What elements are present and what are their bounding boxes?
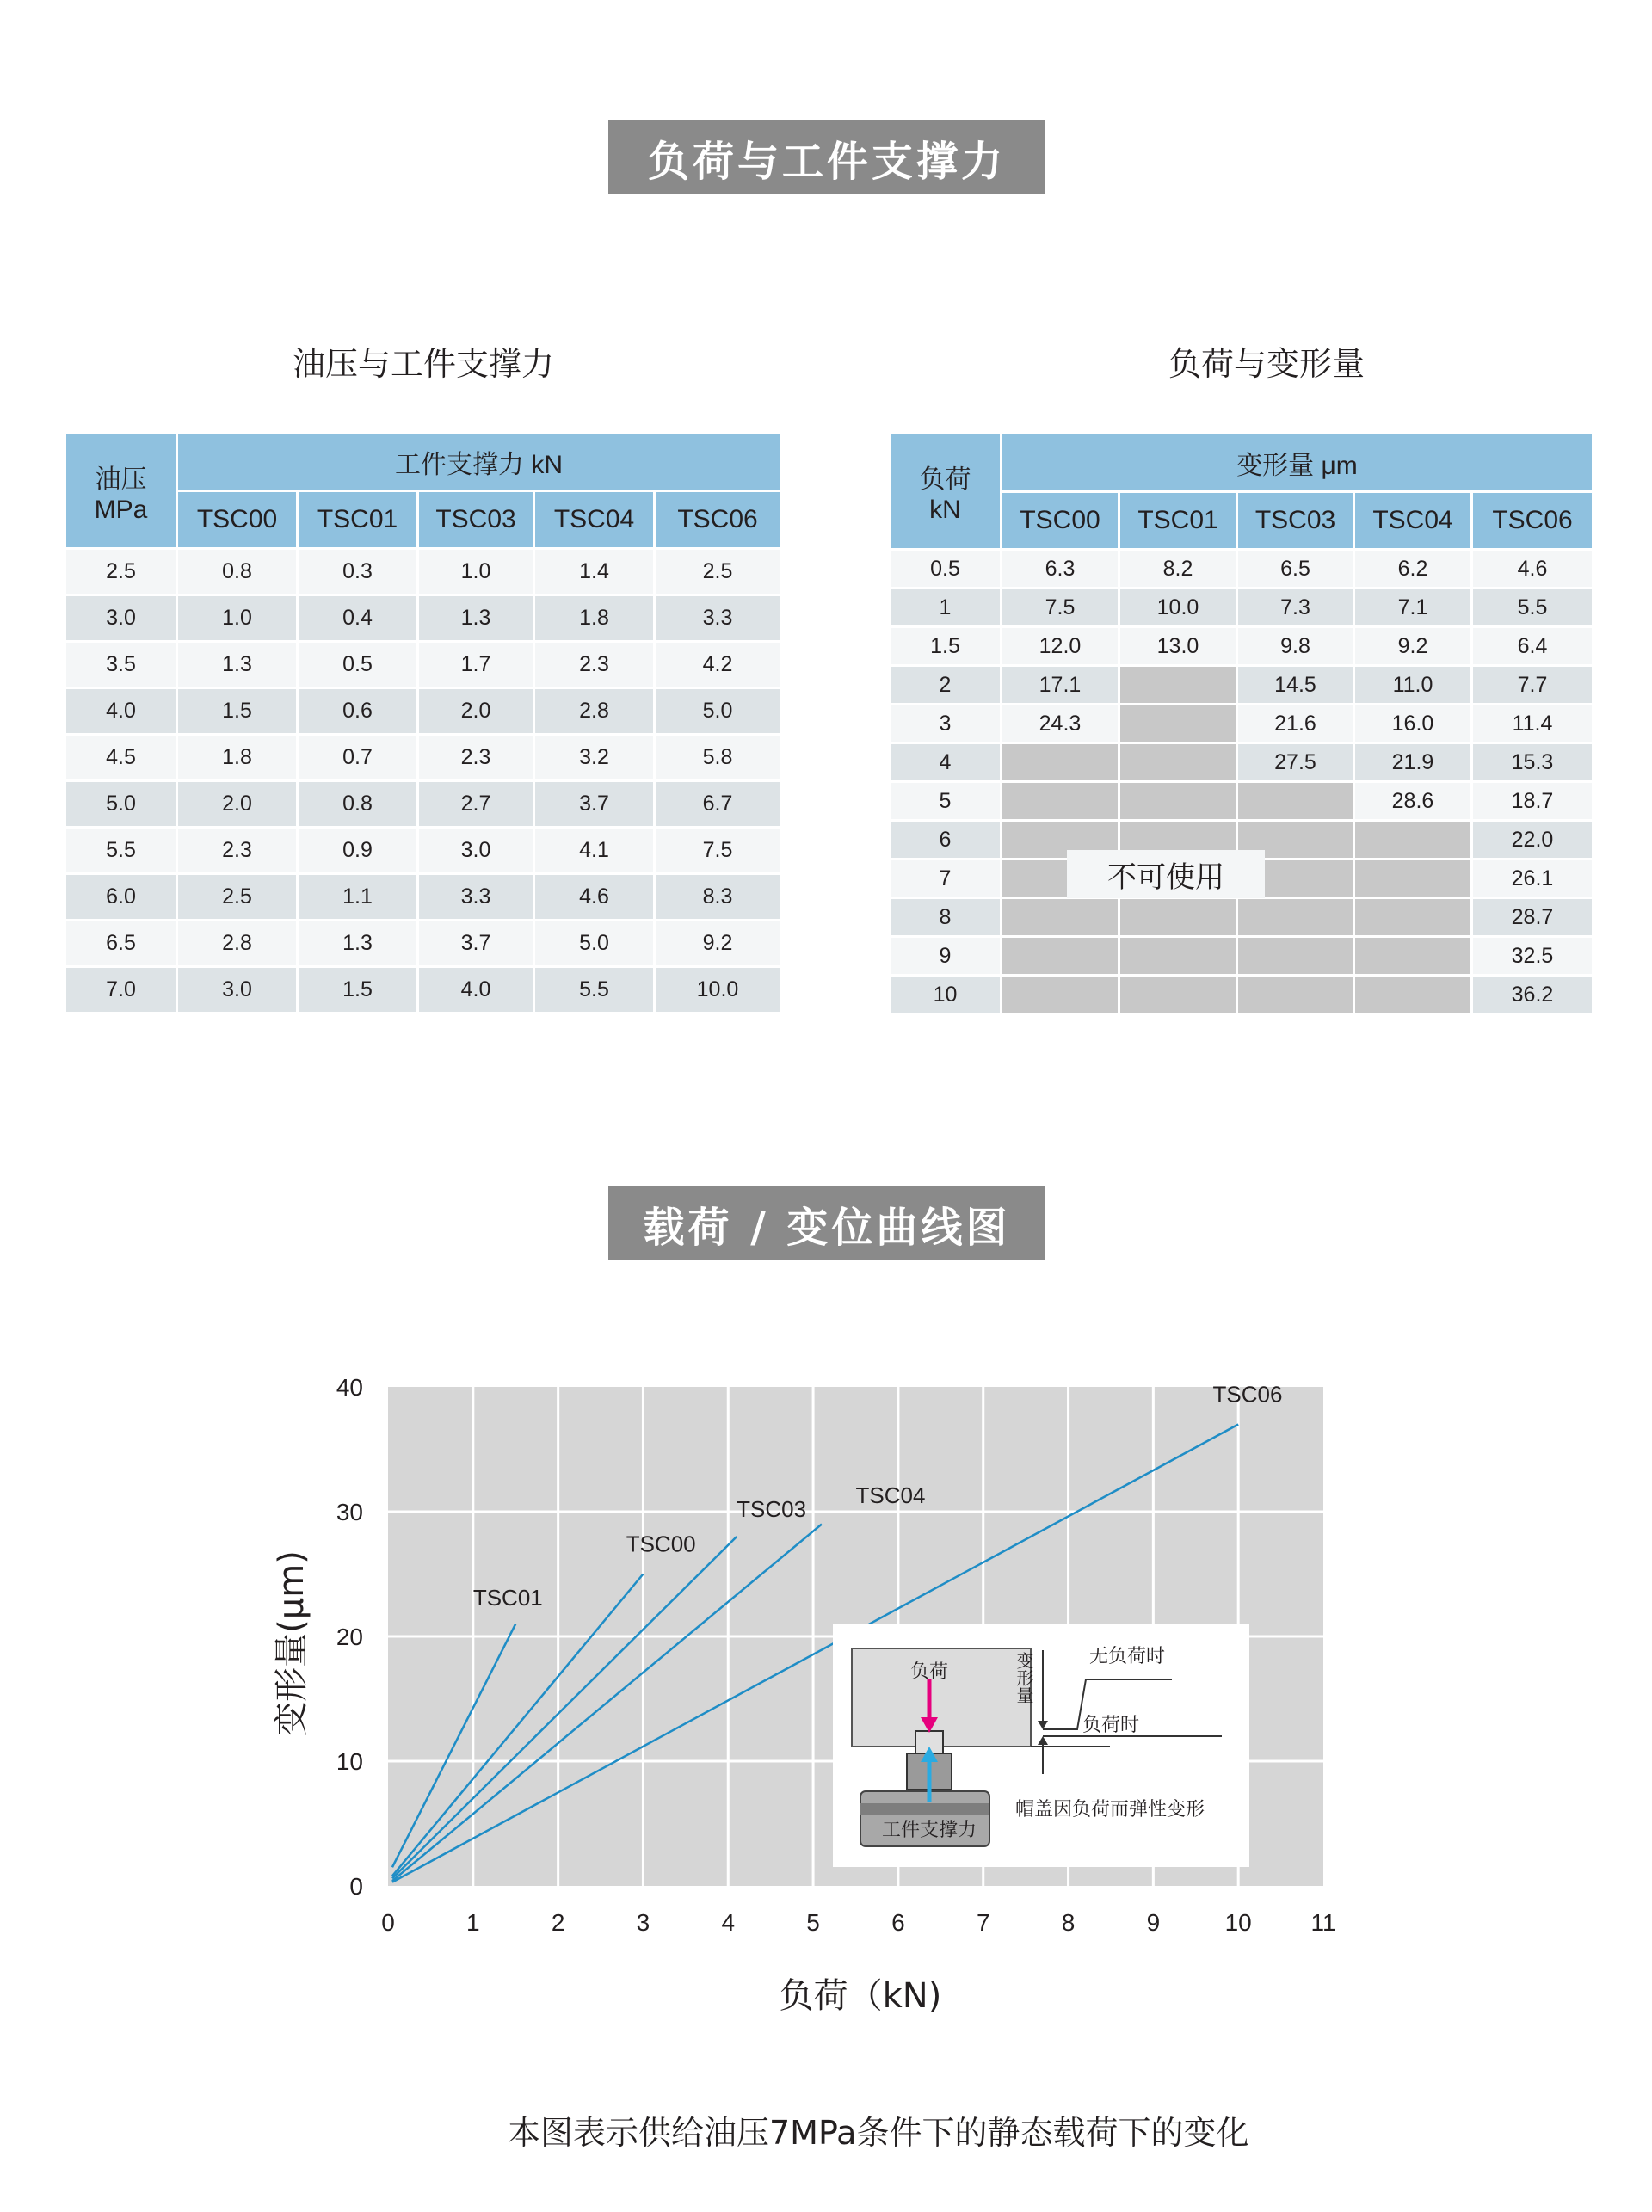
support-force-cell: 0.7 (298, 735, 418, 781)
table1-corner-line1: 油压 (95, 465, 147, 494)
x-tick-label: 1 (466, 1909, 480, 1936)
inset-support-label: 工件支撑力 (881, 1820, 977, 1841)
deformation-cell: 4.6 (1472, 550, 1593, 588)
series-label-tsc00: TSC00 (626, 1531, 696, 1557)
support-force-cell: 2.5 (177, 874, 298, 921)
support-force-cell: 0.8 (177, 549, 298, 595)
deformation-cell: 24.3 (1002, 705, 1119, 743)
support-force-cell: 2.3 (534, 642, 655, 688)
deformation-cell: 10.0 (1119, 588, 1237, 627)
series-label-tsc03: TSC03 (737, 1495, 807, 1522)
support-force-cell: 7.5 (655, 828, 781, 874)
support-force-cell: 1.8 (177, 735, 298, 781)
pressure-cell: 6.0 (65, 874, 177, 921)
table2-title: 负荷与变形量 (1168, 345, 1365, 383)
support-force-cell: 3.3 (655, 595, 781, 642)
deformation-cell: 14.5 (1237, 666, 1354, 705)
table2-group-header: 变形量 μm (1002, 434, 1593, 492)
support-force-cell: 1.1 (298, 874, 418, 921)
support-force-cell: 1.3 (177, 642, 298, 688)
chart-footnote: 本图表示供给油压7MPa条件下的静态载荷下的变化 (508, 2114, 1249, 2152)
deformation-cell: 13.0 (1119, 627, 1237, 666)
load-cell: 8 (890, 898, 1002, 937)
x-tick-label: 0 (381, 1909, 395, 1936)
table1-col-header-tsc01: TSC01 (298, 491, 418, 549)
deformation-cell: 6.4 (1472, 627, 1593, 666)
deformation-cell: 7.5 (1002, 588, 1119, 627)
x-axis-label: 负荷（kN) (779, 1976, 942, 2016)
support-force-cell: 1.7 (418, 642, 534, 688)
inset-loaded-label: 负荷时 (1082, 1715, 1140, 1736)
deformation-cell: 11.0 (1354, 666, 1472, 705)
deformation-cell: 16.0 (1354, 705, 1472, 743)
deformation-cell: 11.4 (1472, 705, 1593, 743)
support-force-cell: 1.5 (298, 967, 418, 1014)
inset-deform-label: 变形量 (1014, 1652, 1034, 1704)
table2-col-header-tsc01: TSC01 (1119, 492, 1237, 550)
y-tick-label: 10 (336, 1748, 363, 1775)
table1-col-header-tsc06: TSC06 (655, 491, 781, 549)
support-force-cell: 0.8 (298, 781, 418, 828)
support-force-cell: 0.3 (298, 549, 418, 595)
pressure-cell: 4.5 (65, 735, 177, 781)
table1-col-header-tsc00: TSC00 (177, 491, 298, 549)
y-tick-label: 0 (349, 1873, 363, 1900)
table1-col-header-tsc04: TSC04 (534, 491, 655, 549)
series-label-tsc01: TSC01 (472, 1584, 543, 1611)
x-tick-label: 4 (721, 1909, 736, 1936)
unavailable-label: 不可使用 (1067, 850, 1265, 898)
table1-col-header-tsc03: TSC03 (418, 491, 534, 549)
support-force-cell: 2.7 (418, 781, 534, 828)
pressure-cell: 5.0 (65, 781, 177, 828)
support-force-cell: 0.4 (298, 595, 418, 642)
x-tick-label: 9 (1146, 1909, 1161, 1936)
deformation-cell: 6.3 (1002, 550, 1119, 588)
load-cell: 9 (890, 937, 1002, 976)
support-force-cell: 2.3 (177, 828, 298, 874)
support-force-cell: 0.5 (298, 642, 418, 688)
deformation-cell: 21.6 (1237, 705, 1354, 743)
deformation-cell: 21.9 (1354, 743, 1472, 782)
table2-corner-line2: kN (929, 496, 961, 524)
support-force-cell: 1.3 (298, 921, 418, 967)
deformation-cell: 6.5 (1237, 550, 1354, 588)
load-cell: 10 (890, 976, 1002, 1014)
load-cell: 1.5 (890, 627, 1002, 666)
support-force-cell: 5.8 (655, 735, 781, 781)
table2-col-header-tsc06: TSC06 (1472, 492, 1593, 550)
pressure-cell: 7.0 (65, 967, 177, 1014)
deformation-cell: 7.7 (1472, 666, 1593, 705)
deformation-cell: 9.2 (1354, 627, 1472, 666)
table1-title: 油压与工件支撑力 (293, 345, 555, 383)
x-tick-label: 6 (891, 1909, 905, 1936)
support-force-cell: 3.7 (534, 781, 655, 828)
load-cell: 2 (890, 666, 1002, 705)
load-cell: 5 (890, 782, 1002, 821)
load-cell: 3 (890, 705, 1002, 743)
series-label-tsc06: TSC06 (1212, 1381, 1283, 1408)
deformation-cell: 6.2 (1354, 550, 1472, 588)
support-force-cell: 4.6 (534, 874, 655, 921)
x-tick-label: 2 (551, 1909, 565, 1936)
support-force-cell: 3.0 (418, 828, 534, 874)
deformation-cell: 17.1 (1002, 666, 1119, 705)
support-force-cell: 6.7 (655, 781, 781, 828)
y-tick-label: 40 (336, 1374, 363, 1401)
support-force-cell: 2.0 (177, 781, 298, 828)
load-cell: 7 (890, 860, 1002, 898)
support-force-cell: 2.0 (418, 688, 534, 735)
support-force-cell: 5.0 (655, 688, 781, 735)
table1-group-header: 工件支撑力 kN (177, 434, 781, 491)
deformation-cell: 8.2 (1119, 550, 1237, 588)
load-cell: 4 (890, 743, 1002, 782)
support-force-cell: 2.3 (418, 735, 534, 781)
support-force-cell: 3.7 (418, 921, 534, 967)
x-tick-label: 7 (976, 1909, 990, 1936)
support-force-cell: 2.8 (534, 688, 655, 735)
inset-description-label: 帽盖因负荷而弹性变形 (1015, 1799, 1205, 1821)
load-cell: 0.5 (890, 550, 1002, 588)
x-tick-label: 11 (1310, 1909, 1336, 1936)
support-force-cell: 0.6 (298, 688, 418, 735)
x-tick-label: 3 (636, 1909, 650, 1936)
support-force-cell: 1.0 (418, 549, 534, 595)
inset-no-load-label: 无负荷时 (1089, 1646, 1166, 1667)
pressure-cell: 3.0 (65, 595, 177, 642)
deformation-cell: 36.2 (1472, 976, 1593, 1014)
pressure-cell: 5.5 (65, 828, 177, 874)
x-tick-label: 5 (806, 1909, 820, 1936)
pressure-cell: 4.0 (65, 688, 177, 735)
series-label-tsc04: TSC04 (855, 1482, 926, 1508)
deformation-cell: 28.7 (1472, 898, 1593, 937)
pressure-cell: 2.5 (65, 549, 177, 595)
section-banner-load-displacement: 载荷 / 变位曲线图 (608, 1186, 1045, 1260)
deformation-cell: 18.7 (1472, 782, 1593, 821)
support-force-cell: 4.1 (534, 828, 655, 874)
support-force-cell: 1.4 (534, 549, 655, 595)
support-force-cell: 8.3 (655, 874, 781, 921)
deformation-cell: 32.5 (1472, 937, 1593, 976)
y-axis-label: 变形量(μm) (272, 1550, 311, 1736)
section-banner-load-support: 负荷与工件支撑力 (608, 120, 1045, 194)
support-force-cell: 2.5 (655, 549, 781, 595)
table1-corner-line2: MPa (94, 495, 148, 524)
load-cell: 6 (890, 821, 1002, 860)
deformation-cell: 9.8 (1237, 627, 1354, 666)
support-body-band (860, 1803, 989, 1815)
x-tick-label: 10 (1224, 1909, 1252, 1936)
support-force-cell: 0.9 (298, 828, 418, 874)
inset-load-label: 负荷 (909, 1661, 949, 1683)
support-force-cell: 2.8 (177, 921, 298, 967)
load-cell: 1 (890, 588, 1002, 627)
table2-col-header-tsc00: TSC00 (1002, 492, 1119, 550)
y-tick-label: 30 (336, 1499, 363, 1525)
table2-corner-line1: 负荷 (919, 465, 971, 494)
deformation-cell: 12.0 (1002, 627, 1119, 666)
deformation-cell: 15.3 (1472, 743, 1593, 782)
deformation-cell: 7.3 (1237, 588, 1354, 627)
deformation-cell: 7.1 (1354, 588, 1472, 627)
table2-col-header-tsc04: TSC04 (1354, 492, 1472, 550)
support-force-cell: 1.8 (534, 595, 655, 642)
support-force-cell: 9.2 (655, 921, 781, 967)
support-force-cell: 3.3 (418, 874, 534, 921)
y-tick-label: 20 (336, 1624, 363, 1650)
support-force-cell: 5.0 (534, 921, 655, 967)
x-tick-label: 8 (1061, 1909, 1076, 1936)
deformation-cell: 28.6 (1354, 782, 1472, 821)
support-force-cell: 1.0 (177, 595, 298, 642)
deformation-cell: 5.5 (1472, 588, 1593, 627)
pressure-cell: 6.5 (65, 921, 177, 967)
table2-col-header-tsc03: TSC03 (1237, 492, 1354, 550)
support-force-cell: 1.5 (177, 688, 298, 735)
support-force-cell: 10.0 (655, 967, 781, 1014)
support-force-cell: 1.3 (418, 595, 534, 642)
support-force-cell: 4.2 (655, 642, 781, 688)
support-force-cell: 4.0 (418, 967, 534, 1014)
support-force-cell: 3.2 (534, 735, 655, 781)
deformation-cell: 22.0 (1472, 821, 1593, 860)
support-force-cell: 3.0 (177, 967, 298, 1014)
deformation-cell: 26.1 (1472, 860, 1593, 898)
pressure-cell: 3.5 (65, 642, 177, 688)
support-force-cell: 5.5 (534, 967, 655, 1014)
deformation-cell: 27.5 (1237, 743, 1354, 782)
